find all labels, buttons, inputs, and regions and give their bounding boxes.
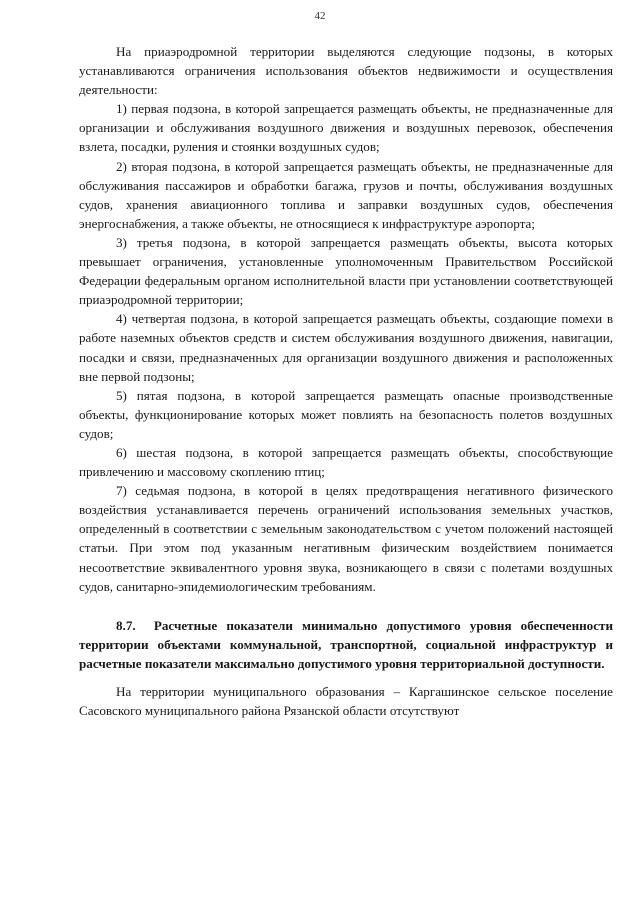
subzone-item-6: 6) шестая подзона, в которой запрещается размещать объекты, способствующие привлечению и массовому скоплению птиц; <box>79 444 613 480</box>
intro-paragraph: На приаэродромной территории выделяются следующие подзоны, в которых устанавливаются ограничения использования объектов недвижимости и осуществления деятельности: <box>79 44 613 98</box>
section-title: Расчетные показатели минимально допустимого уровня обеспеченности территории объектами коммунальной, транспортной, социальной инфраструктур и расчетные показатели максимально допустимого уровня территориальной доступности. <box>79 617 613 671</box>
subzone-item-7: 7) седьмая подзона, в которой в целях предотвращения негативного физического воздействия устанавливается перечень ограничений использования земельных участков, определенный в соответствии с земельным законодательством с учетом положений настоящей статьи. При этом под указанным негативным физическим воздействием понимается несоответствие эквивалентного уровня звука, возникающего в связи с полетами воздушных судов, санитарно-эпидемиологическим требованиям. <box>79 483 613 594</box>
subzone-item-3: 3) третья подзона, в которой запрещается размещать объекты, высота которых превышает ограничения, установленные уполномоченным Правительством Российской Федерации федеральным органом исполнительной власти при установлении соответствующей приаэродромной территории; <box>79 234 613 308</box>
document-body <box>79 42 613 720</box>
subzone-item-2: 2) вторая подзона, в которой запрещается размещать объекты, не предназначенные для обслуживания пассажиров и обработки багажа, грузов и почты, обслуживания воздушных судов, хранения авиационного топлива и заправки воздушных судов, обеспечения энергоснабжения, а также объекты, не относящиеся к инфраструктуре аэропорта; <box>79 158 613 231</box>
section-heading <box>79 616 613 673</box>
closing-paragraph: На территории муниципального образования – Каргашинское сельское поселение Сасовского муниципального района Рязанской области отсутствуют <box>79 684 613 719</box>
subzone-item-5: 5) пятая подзона, в которой запрещается размещать опасные производственные объекты, функционирование которых может повлиять на безопасность полетов воздушных судов; <box>79 387 613 441</box>
page-number: 42 <box>314 10 326 22</box>
subzone-item-4: 4) четвертая подзона, в которой запрещается размещать объекты, создающие помехи в работе наземных объектов средств и систем обслуживания воздушного движения, навигации, посадки и связи, предназначенных для организации воздушного движения и расположенных вне первой подзоны; <box>79 311 613 384</box>
subzone-item-1: 1) первая подзона, в которой запрещается размещать объекты, не предназначенные для организации и обслуживания воздушного движения и воздушных перевозок, обеспечения взлета, посадки, руления и стоянки воздушных судов; <box>79 101 613 155</box>
section-number: 8.7. <box>116 617 136 633</box>
